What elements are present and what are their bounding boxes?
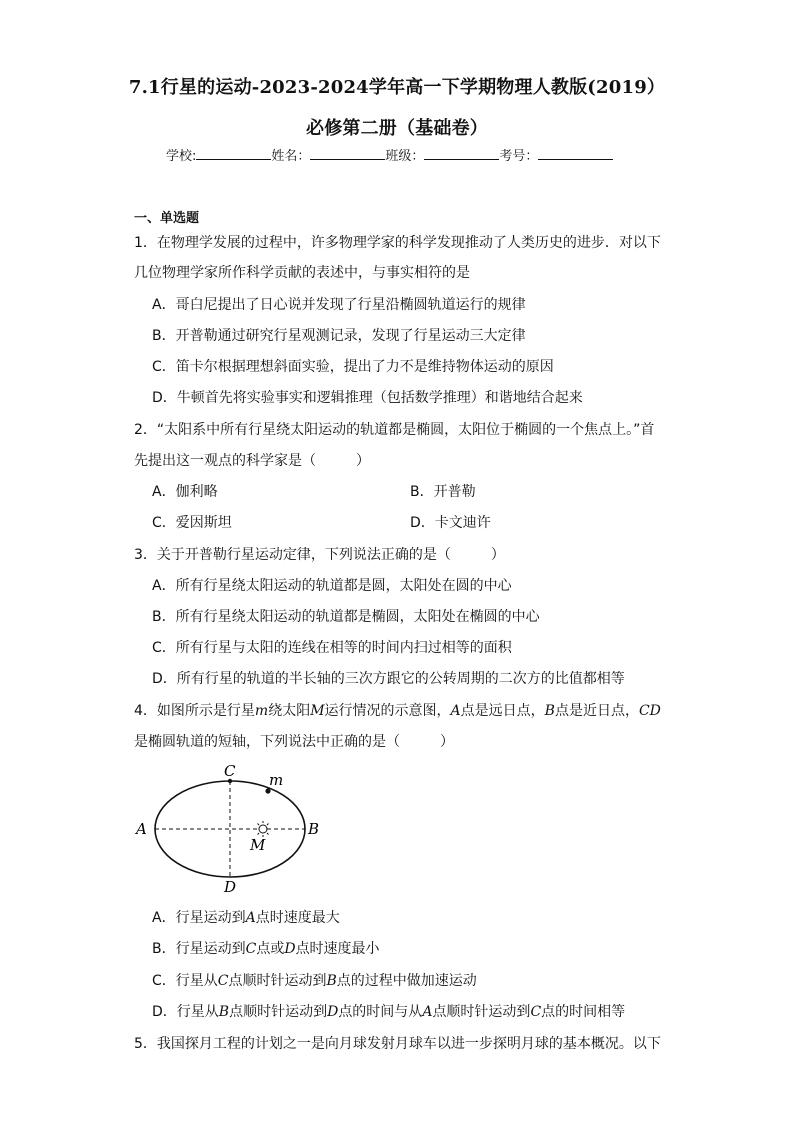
- q4c-text: C．行星从: [152, 973, 218, 989]
- q4d-text: 点顺时针运动到: [432, 1004, 531, 1020]
- q4d-text: 点的时间与从: [338, 1004, 423, 1020]
- question-4-line-2: [134, 733, 454, 751]
- question-1-line-2: 几位物理学家所作科学贡献的表述中，与事实相符的是: [134, 265, 470, 281]
- q4-var: m: [254, 703, 269, 719]
- label-m-planet: m: [269, 771, 284, 789]
- q4b-var: C: [245, 941, 257, 957]
- question-1-option-c[interactable]: C．笛卡尔根据理想斜面实验，提出了力不是维持物体运动的原因: [152, 359, 554, 375]
- question-1-line-1: 1．在物理学发展的过程中，许多物理学家的科学发现推动了人类历史的进步．对以下: [134, 235, 661, 251]
- q4-text: 点是近日点，: [554, 703, 639, 719]
- q4b-var: D: [284, 941, 296, 957]
- class-label: 班级：: [385, 149, 425, 164]
- q4-var: CD: [638, 703, 661, 719]
- question-4-close-paren: ）: [440, 734, 454, 750]
- label-m-sun: M: [250, 836, 266, 854]
- q4a-text: A．行星运动到: [152, 910, 246, 926]
- q4-var: M: [310, 703, 325, 719]
- q4a-text: 点时速度最大: [255, 910, 340, 926]
- question-3-option-d[interactable]: D．所有行星的轨道的半长轴的三次方跟它的公转周期的二次方的比值都相等: [152, 671, 625, 687]
- exam-title-line1: 7.1行星的运动-2023-2024学年高一下学期物理人教版(2019）: [128, 77, 666, 98]
- q4d-var: B: [218, 1004, 230, 1020]
- question-3-option-a[interactable]: A．所有行星绕太阳运动的轨道都是圆，太阳处在圆的中心: [152, 578, 512, 594]
- q4a-var: A: [245, 910, 256, 926]
- question-2-option-a[interactable]: A．伽利略: [152, 484, 218, 500]
- q4c-var: C: [217, 973, 229, 989]
- student-info-row: [166, 145, 613, 164]
- question-1-option-b[interactable]: B．开普勒通过研究行星观测记录，发现了行星运动三大定律: [152, 328, 526, 344]
- label-b: B: [308, 820, 320, 838]
- question-1-option-a[interactable]: A．哥白尼提出了日心说并发现了行星沿椭圆轨道运行的规律: [152, 297, 526, 313]
- question-2-option-b[interactable]: B．开普勒: [410, 484, 476, 500]
- q4b-text: 点或: [256, 941, 285, 957]
- question-2-option-c[interactable]: C．爱因斯坦: [152, 515, 232, 531]
- question-3-option-b[interactable]: B．所有行星绕太阳运动的轨道都是椭圆，太阳处在椭圆的中心: [152, 609, 540, 625]
- school-label: 学校:: [166, 149, 197, 164]
- label-d: D: [224, 878, 237, 896]
- planet-m-dot: [265, 788, 270, 793]
- q4c-var: B: [326, 973, 337, 989]
- q4-var: B: [544, 703, 555, 719]
- question-2-close-paren: ）: [356, 453, 370, 469]
- question-3-line-1-text: 3．关于开普勒行星运动定律，下列说法正确的是（: [134, 547, 451, 563]
- q4d-text: 点的时间相等: [541, 1004, 626, 1020]
- question-1-option-d[interactable]: D．牛顿首先将实验事实和逻辑推理（包括数学推理）和谐地结合起来: [152, 390, 583, 406]
- q4-text: 点是远日点，: [460, 703, 545, 719]
- question-4-option-d[interactable]: [152, 1003, 625, 1021]
- question-4-option-a[interactable]: [152, 909, 340, 927]
- question-3-line-1: [134, 546, 505, 564]
- q4-text: 4．如图所示是行星: [134, 703, 255, 719]
- school-blank[interactable]: [196, 147, 271, 160]
- q4d-var: C: [530, 1004, 542, 1020]
- q4d-var: D: [327, 1004, 339, 1020]
- q4-text: 绕太阳: [268, 703, 311, 719]
- q4-text: 运行情况的示意图，: [324, 703, 451, 719]
- q4c-text: 点的过程中做加速运动: [336, 973, 477, 989]
- q4-var: A: [450, 703, 461, 719]
- question-4-option-b[interactable]: [152, 940, 380, 958]
- orbit-diagram: [130, 762, 330, 897]
- q4b-text: 点时速度最小: [295, 941, 380, 957]
- name-blank[interactable]: [310, 147, 385, 160]
- question-2-line-1: 2．“太阳系中所有行星绕太阳运动的轨道都是椭圆，太阳位于椭圆的一个焦点上。”首: [134, 422, 655, 438]
- q4b-text: B．行星运动到: [152, 941, 246, 957]
- q4c-text: 点顺时针运动到: [228, 973, 327, 989]
- question-4-option-c[interactable]: [152, 972, 477, 990]
- exam-title-line2: 必修第二册（基础卷）: [306, 118, 488, 139]
- label-c: C: [224, 762, 236, 780]
- number-blank[interactable]: [538, 147, 613, 160]
- q4d-var: A: [422, 1004, 433, 1020]
- question-4-line-1: [134, 702, 661, 720]
- question-5-line-1: 5．我国探月工程的计划之一是向月球发射月球车以进一步探明月球的基本概况。以下: [134, 1036, 661, 1052]
- question-4-line-2-text: 是椭圆轨道的短轴，下列说法中正确的是（: [134, 734, 400, 750]
- question-2-line-2-text: 先提出这一观点的科学家是（: [134, 453, 316, 469]
- name-label: 姓名：: [271, 149, 311, 164]
- number-label: 考号：: [499, 149, 539, 164]
- class-blank[interactable]: [424, 147, 499, 160]
- q4d-text: D．行星从: [152, 1004, 219, 1020]
- question-2-line-2: [134, 452, 370, 470]
- q4d-text: 点顺时针运动到: [229, 1004, 328, 1020]
- question-2-option-d[interactable]: D．卡文迪许: [410, 515, 491, 531]
- question-3-close-paren: ）: [490, 547, 505, 563]
- section-heading: 一、单选题: [134, 211, 200, 226]
- label-a: A: [136, 820, 147, 838]
- question-3-option-c[interactable]: C．所有行星与太阳的连线在相等的时间内扫过相等的面积: [152, 640, 512, 656]
